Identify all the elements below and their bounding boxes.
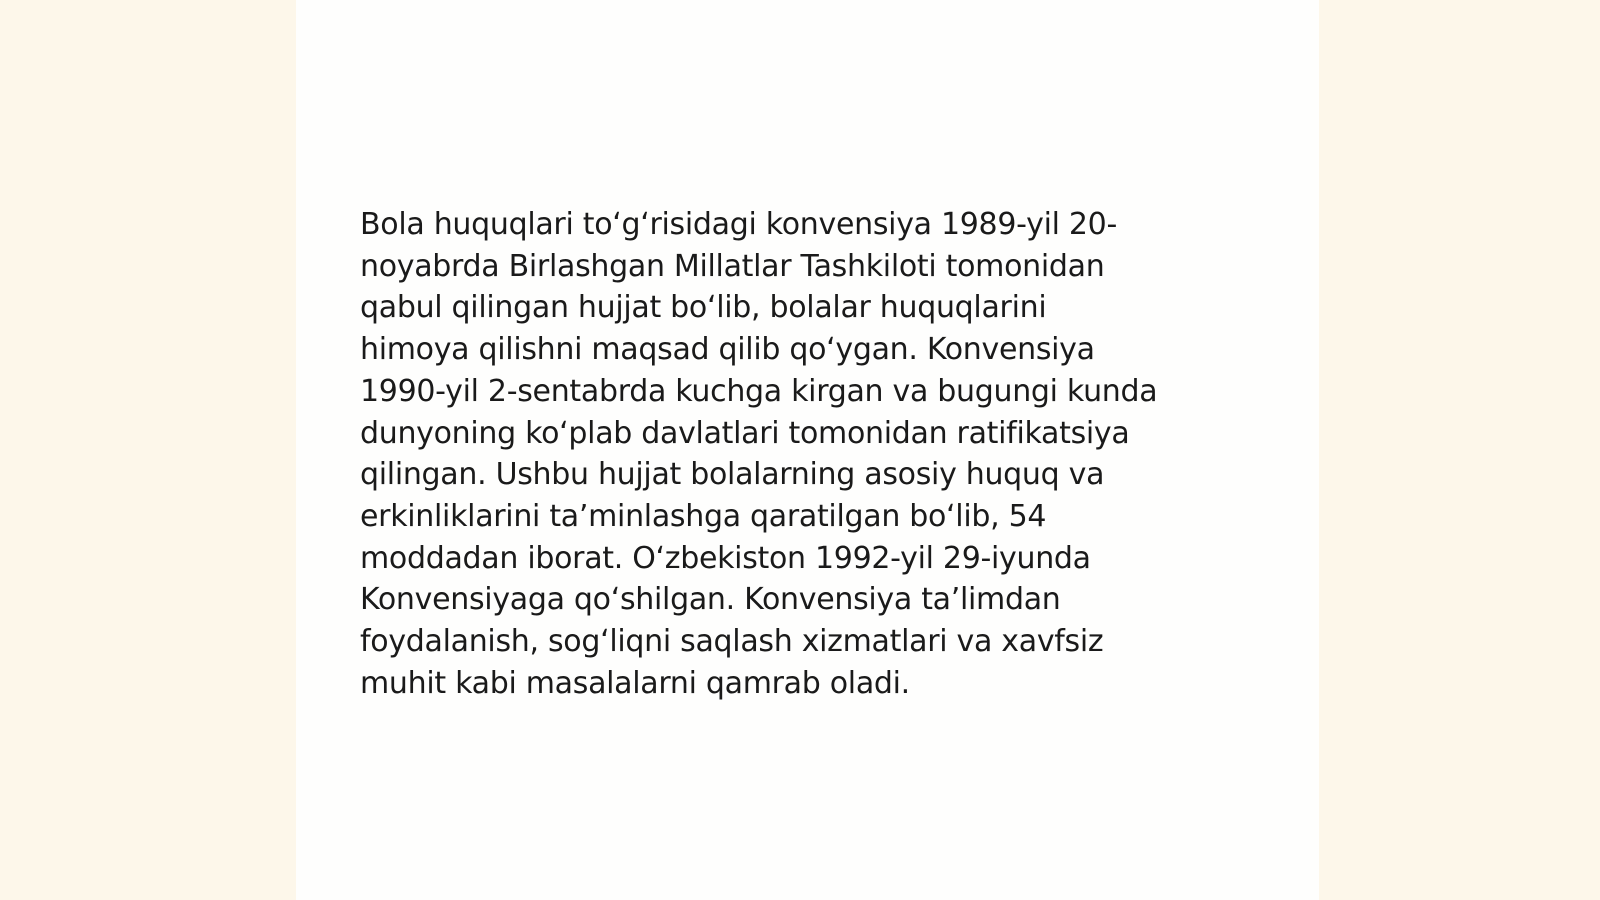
paragraph-line: 1990-yil 2-sentabrda kuchga kirgan va bugungi kunda (360, 373, 1158, 409)
paragraph-line: moddadan iborat. O‘zbekiston 1992-yil 29-iyunda (360, 540, 1091, 576)
paragraph-line: foydalanish, sog‘liqni saqlash xizmatlari va xavfsiz (360, 624, 1104, 660)
body-paragraph (360, 204, 1260, 704)
paragraph-line: noyabrda Birlashgan Millatlar Tashkiloti tomonidan (360, 248, 1105, 284)
paragraph-line: erkinliklarini ta’minlashga qaratilgan bo‘lib, 54 (360, 498, 1047, 534)
paragraph-line: Bola huquqlari to‘g‘risidagi konvensiya 1989-yil 20- (360, 207, 1117, 242)
document-page (296, 0, 1319, 900)
paragraph-line: himoya qilishni maqsad qilib qo‘ygan. Konvensiya (360, 332, 1095, 368)
paragraph-line: muhit kabi masalalarni qamrab oladi. (360, 665, 910, 701)
paragraph-line: dunyoning ko‘plab davlatlari tomonidan ratifikatsiya (360, 415, 1130, 451)
paragraph-line: qabul qilingan hujjat bo‘lib, bolalar huquqlarini (360, 290, 1047, 326)
paragraph-line: qilingan. Ushbu hujjat bolalarning asosiy huquq va (360, 457, 1105, 493)
paragraph-line: Konvensiyaga qo‘shilgan. Konvensiya ta’limdan (360, 582, 1061, 618)
